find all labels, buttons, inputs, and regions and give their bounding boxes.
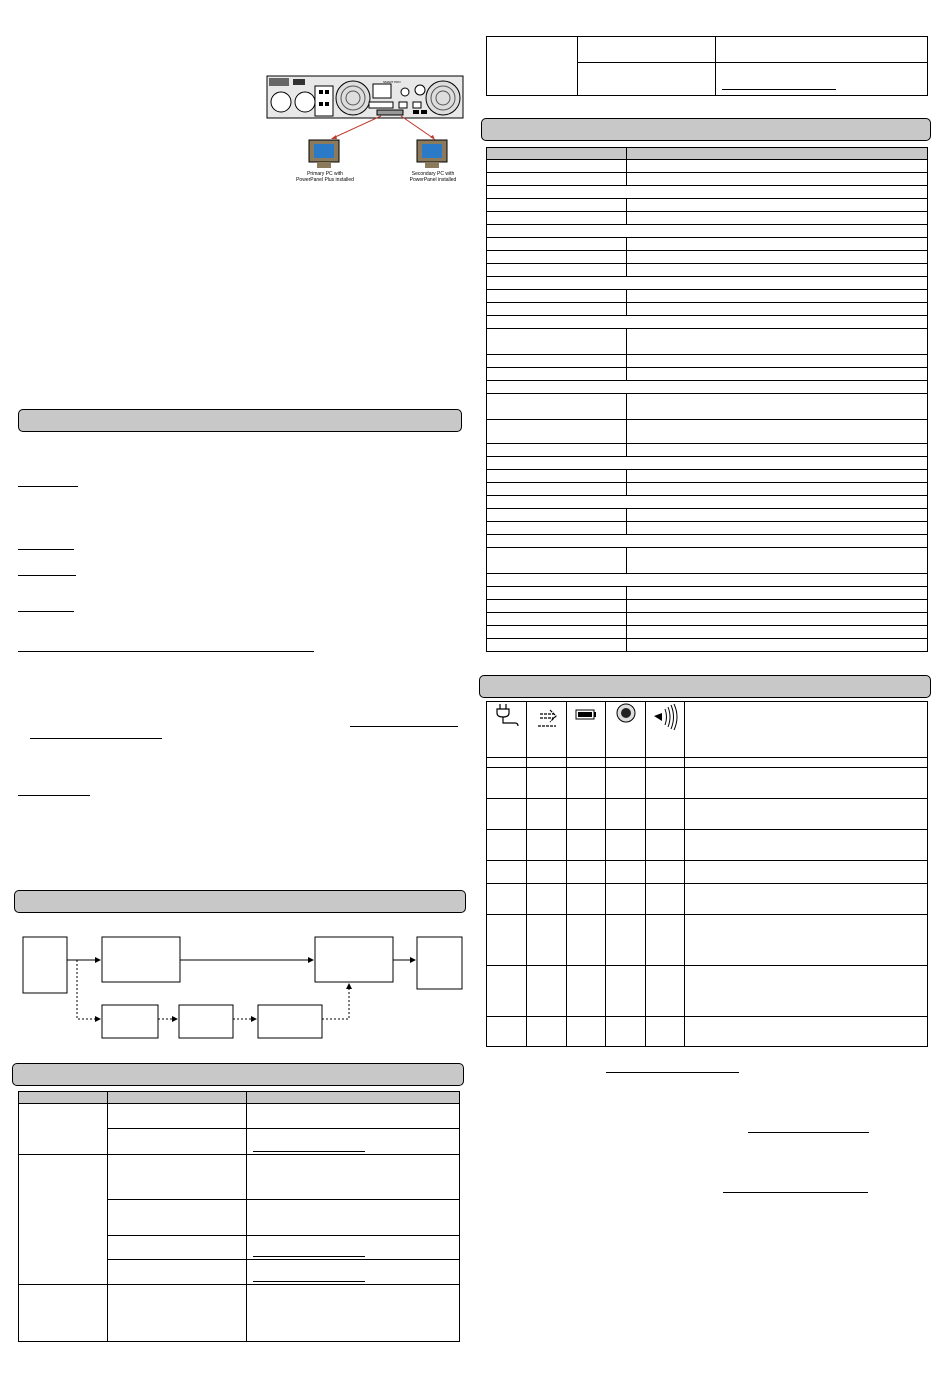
table-header-row <box>487 148 928 160</box>
table-row <box>487 303 928 316</box>
underline-3 <box>18 575 76 576</box>
underline-5 <box>18 651 314 652</box>
header-cell <box>19 1092 108 1104</box>
block-e <box>258 1005 322 1038</box>
table-row <box>487 496 928 509</box>
underline-2 <box>18 549 74 550</box>
section-bar-1 <box>18 409 462 432</box>
table-row <box>487 884 928 915</box>
block-output <box>417 937 462 989</box>
underline-6[interactable] <box>350 726 458 727</box>
table-row <box>487 277 928 290</box>
underline-1 <box>18 486 78 487</box>
table-row <box>487 861 928 884</box>
table-row <box>487 548 928 574</box>
table-row <box>487 173 928 186</box>
ac-plug-icon <box>494 702 520 728</box>
table-row <box>487 264 928 277</box>
table-row <box>487 225 928 238</box>
indicator-table <box>486 701 928 1047</box>
header-cell <box>627 148 928 160</box>
table-row <box>487 457 928 470</box>
table-row <box>487 37 928 63</box>
table-row <box>487 768 928 799</box>
block-diagram <box>18 930 468 1042</box>
rear-panel-figure <box>265 74 465 189</box>
table-row <box>487 613 928 626</box>
battery-icon <box>573 702 599 722</box>
underline-8 <box>18 795 90 796</box>
underline-4 <box>18 611 74 612</box>
link-underline-1[interactable] <box>606 1072 739 1073</box>
header-cell <box>487 148 627 160</box>
table-row <box>19 1285 460 1342</box>
table-row <box>487 420 928 444</box>
section-bar-5 <box>479 675 931 698</box>
table-row <box>487 355 928 368</box>
table-header-row <box>19 1092 460 1104</box>
button-icon <box>613 702 639 726</box>
table-row <box>487 251 928 264</box>
header-cell <box>247 1092 460 1104</box>
table-row <box>487 368 928 381</box>
table-row <box>487 470 928 483</box>
table-row <box>487 381 928 394</box>
bypass-icon <box>534 702 560 732</box>
table-row <box>487 1017 928 1047</box>
alarm-icon <box>650 702 680 732</box>
table-row <box>487 535 928 548</box>
table-row <box>487 915 928 966</box>
table-row <box>487 212 928 225</box>
table-row <box>487 444 928 457</box>
table-row <box>487 238 928 251</box>
table-row <box>19 1155 460 1200</box>
spec-table <box>486 147 928 652</box>
link-underline-3[interactable] <box>723 1192 868 1193</box>
block-a <box>102 937 180 982</box>
block-c <box>102 1005 158 1038</box>
icon-header-row <box>487 702 928 758</box>
table-row <box>487 587 928 600</box>
table-row <box>487 316 928 329</box>
header-cell <box>108 1092 247 1104</box>
table-row <box>19 1104 460 1129</box>
section-bar-4 <box>481 118 931 141</box>
table-row <box>487 600 928 613</box>
table-row <box>487 522 928 535</box>
table-row <box>487 329 928 355</box>
section-bar-3 <box>12 1063 464 1086</box>
continued-table <box>486 36 928 96</box>
secondary-pc-caption: Secondary PC with PowerPanel installed <box>409 171 457 183</box>
table-row <box>487 199 928 212</box>
table-row <box>487 394 928 420</box>
table-row <box>487 290 928 303</box>
block-b <box>315 937 393 982</box>
underline-7[interactable] <box>30 738 162 739</box>
block-input <box>23 937 67 993</box>
troubleshoot-table <box>18 1091 460 1342</box>
panel-label: SMART PRO <box>383 80 401 84</box>
table-row <box>487 639 928 652</box>
table-row <box>487 574 928 587</box>
table-row <box>487 483 928 496</box>
table-row <box>487 830 928 861</box>
block-d <box>179 1005 233 1038</box>
section-bar-2 <box>14 890 466 913</box>
table-row <box>487 509 928 522</box>
table-row <box>487 186 928 199</box>
table-row <box>487 758 928 768</box>
table-row <box>487 799 928 830</box>
table-row <box>487 626 928 639</box>
table-row <box>487 966 928 1017</box>
primary-pc-caption: Primary PC with PowerPanel Plus installed <box>296 171 354 183</box>
link-underline-2[interactable] <box>748 1132 869 1133</box>
table-row <box>487 160 928 173</box>
